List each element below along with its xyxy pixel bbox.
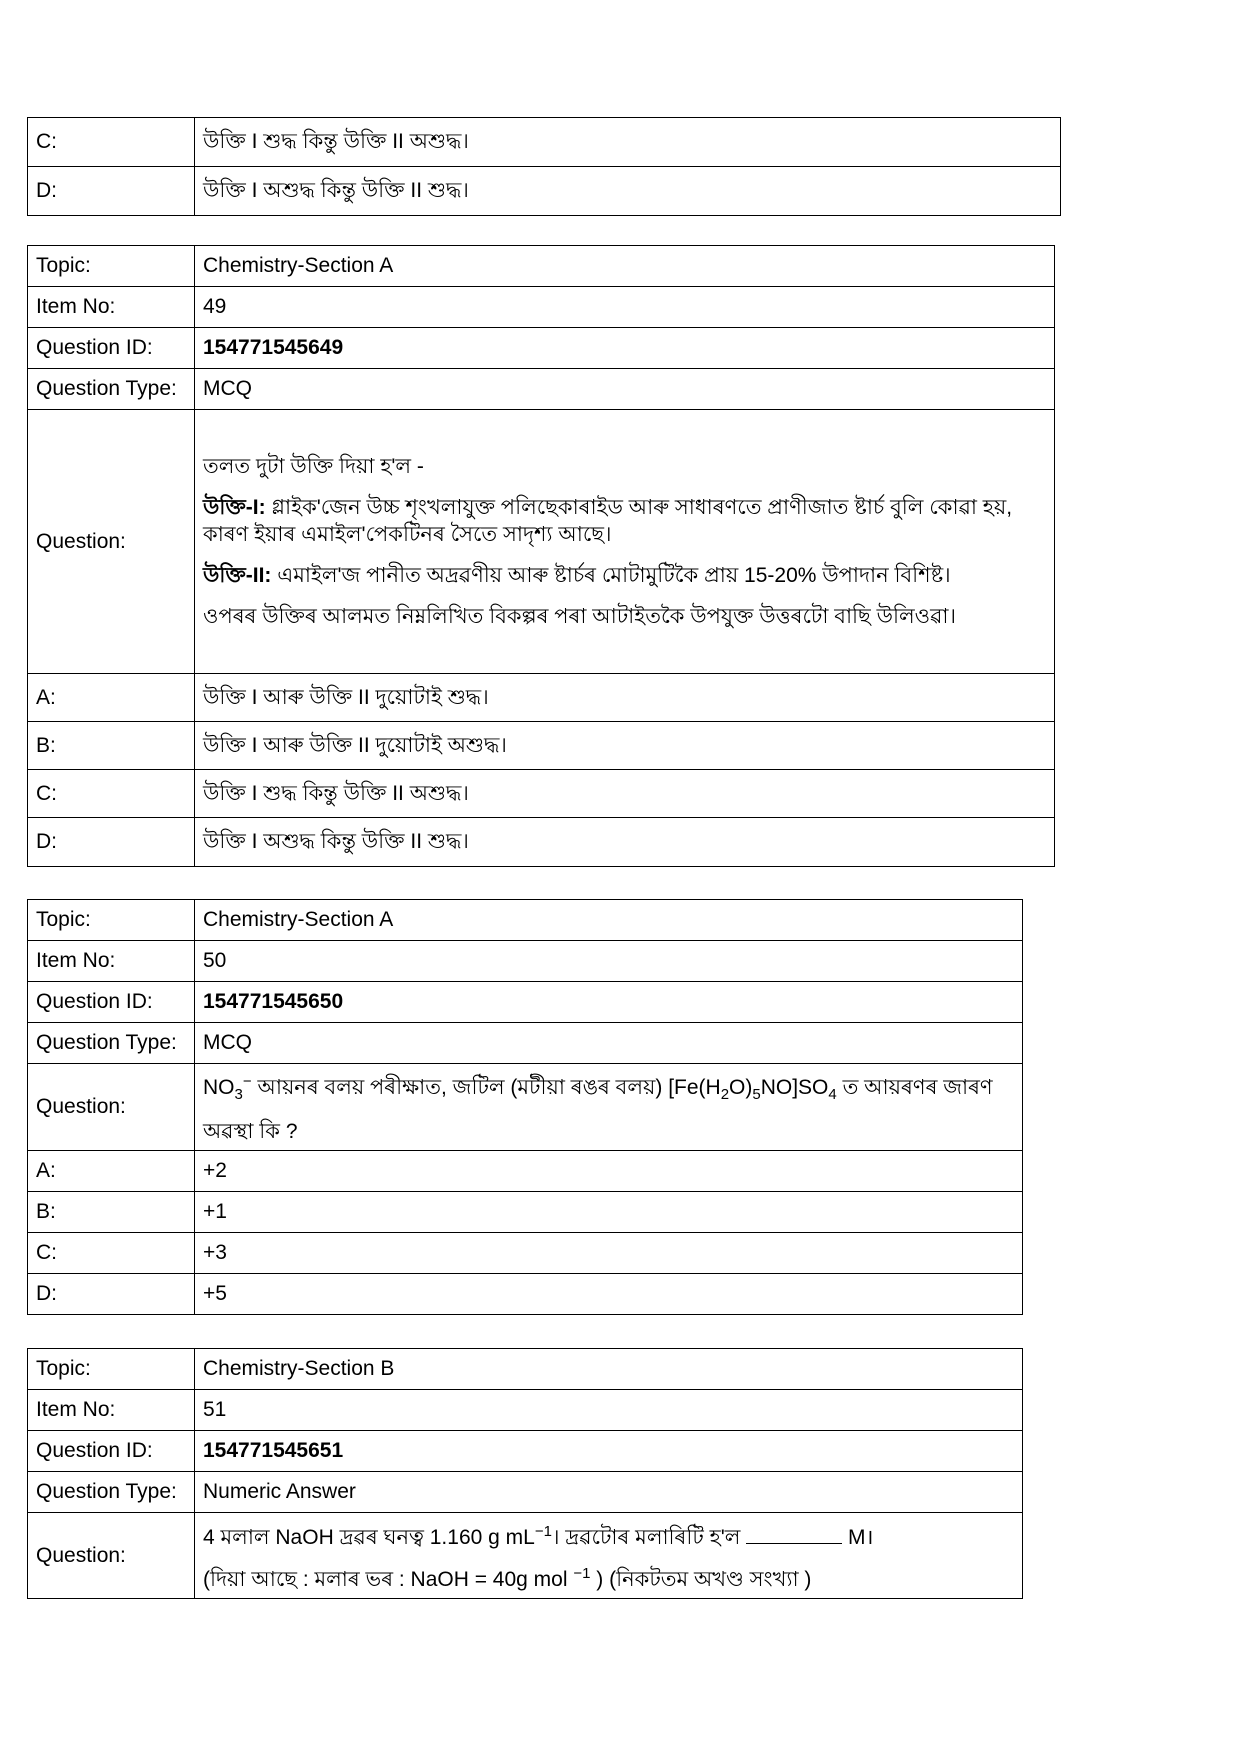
option-letter: B: xyxy=(28,722,195,770)
statement-2-text: এমাইল'জ পানীত অদ্ৰৱণীয় আৰু ষ্টাৰ্চৰ মোটামুটিকৈ প্ৰায় 15-20% উপাদান বিশিষ্ট। xyxy=(271,564,951,587)
option-letter: C: xyxy=(28,118,195,167)
question-type-value: Numeric Answer xyxy=(195,1472,1023,1513)
question-text: 4 মলাল NaOH দ্ৰৱৰ ঘনত্ব 1.160 g $mL^{-1}।$ দ্ৰৱটোৰ মলাৰিটি হ'ল M। (দিয়া আছে : মলাৰ ভৰ : NaOH = 40g mol $^{-1}$ ) (নিকটতম অখণ্ড সংখ্যা ) xyxy=(195,1513,1023,1599)
question-type-value: MCQ xyxy=(195,1023,1023,1064)
question-id-label: Question ID: xyxy=(28,1431,195,1472)
option-row-a xyxy=(28,674,1055,722)
option-letter: A: xyxy=(28,674,195,722)
topic-value: Chemistry-Section A xyxy=(195,900,1023,941)
item-no-row xyxy=(28,1390,1023,1431)
question-51-table xyxy=(27,1348,1023,1599)
question-type-label: Question Type: xyxy=(28,1472,195,1513)
option-row-b xyxy=(28,1192,1023,1233)
option-letter: A: xyxy=(28,1151,195,1192)
topic-row xyxy=(28,1349,1023,1390)
option-row-d xyxy=(28,167,1061,216)
option-letter: D: xyxy=(28,167,195,216)
statement-1 xyxy=(203,494,1046,548)
question-intro: তলত দুটা উক্তি দিয়া হ'ল - xyxy=(203,455,424,478)
option-row-b xyxy=(28,722,1055,770)
item-no-row xyxy=(28,287,1055,328)
option-text: +1 xyxy=(195,1192,1023,1233)
option-row-c xyxy=(28,770,1055,818)
option-letter: B: xyxy=(28,1192,195,1233)
question-id-value: 154771545651 xyxy=(195,1431,1023,1472)
topic-value: Chemistry-Section A xyxy=(195,246,1055,287)
question-id-row xyxy=(28,328,1055,369)
question-id-value: 154771545649 xyxy=(195,328,1055,369)
topic-label: Topic: xyxy=(28,900,195,941)
option-text: উক্তি I শুদ্ধ কিন্তু উক্তি II অশুদ্ধ। xyxy=(195,770,1055,818)
option-text: উক্তি I শুদ্ধ কিন্তু উক্তি II অশুদ্ধ। xyxy=(195,118,1061,167)
statement-2-label: উক্তি-II: xyxy=(203,564,272,587)
question-type-row xyxy=(28,1472,1023,1513)
question-label: Question: xyxy=(28,410,195,674)
question-row xyxy=(28,1513,1023,1599)
option-text: +3 xyxy=(195,1233,1023,1274)
option-letter: D: xyxy=(28,818,195,867)
option-text: উক্তি I অশুদ্ধ কিন্তু উক্তি II শুদ্ধ। xyxy=(195,818,1055,867)
option-row-d xyxy=(28,1274,1023,1315)
option-row-d xyxy=(28,818,1055,867)
option-letter: C: xyxy=(28,1233,195,1274)
option-row-c xyxy=(28,118,1061,167)
option-text: উক্তি I অশুদ্ধ কিন্তু উক্তি II শুদ্ধ। xyxy=(195,167,1061,216)
question-type-row xyxy=(28,1023,1023,1064)
option-text: উক্তি I আৰু উক্তি II দুয়োটাই শুদ্ধ। xyxy=(195,674,1055,722)
option-text: +5 xyxy=(195,1274,1023,1315)
option-letter: D: xyxy=(28,1274,195,1315)
item-no-value: 49 xyxy=(195,287,1055,328)
topic-label: Topic: xyxy=(28,1349,195,1390)
options-continuation-table xyxy=(27,117,1061,216)
question-type-row xyxy=(28,369,1055,410)
option-row-c xyxy=(28,1233,1023,1274)
answer-blank xyxy=(746,1523,842,1544)
topic-row xyxy=(28,900,1023,941)
question-row xyxy=(28,410,1055,674)
question-type-value: MCQ xyxy=(195,369,1055,410)
question-49-table xyxy=(27,245,1055,867)
question-type-label: Question Type: xyxy=(28,1023,195,1064)
topic-value: Chemistry-Section B xyxy=(195,1349,1023,1390)
item-no-label: Item No: xyxy=(28,287,195,328)
item-no-value: 50 xyxy=(195,941,1023,982)
question-50-table xyxy=(27,899,1023,1315)
question-instruction: ওপৰৰ উক্তিৰ আলমত নিম্নলিখিত বিকল্পৰ পৰা আটাইতকৈ উপযুক্ত উত্তৰটো বাছি উলিওৱা। xyxy=(203,605,956,628)
item-no-label: Item No: xyxy=(28,1390,195,1431)
item-no-row xyxy=(28,941,1023,982)
question-row xyxy=(28,1064,1023,1151)
question-label: Question: xyxy=(28,1513,195,1599)
option-text: উক্তি I আৰু উক্তি II দুয়োটাই অশুদ্ধ। xyxy=(195,722,1055,770)
topic-label: Topic: xyxy=(28,246,195,287)
question-id-label: Question ID: xyxy=(28,328,195,369)
question-id-row xyxy=(28,982,1023,1023)
question-id-row xyxy=(28,1431,1023,1472)
statement-1-label: উক্তি-I: xyxy=(203,496,266,519)
item-no-label: Item No: xyxy=(28,941,195,982)
question-label: Question: xyxy=(28,1064,195,1151)
item-no-value: 51 xyxy=(195,1390,1023,1431)
statement-2 xyxy=(203,562,1046,589)
question-text: $NO_3^-$ আয়নৰ বলয় পৰীক্ষাত, জটিল (মটীয়া ৰঙৰ বলয়) $[Fe(H_2O)_5NO]SO_4$ ত আয়ৰণৰ জাৰণ অৱস্থা কি ? xyxy=(195,1064,1023,1151)
option-letter: C: xyxy=(28,770,195,818)
option-text: +2 xyxy=(195,1151,1023,1192)
question-id-value: 154771545650 xyxy=(195,982,1023,1023)
option-row-a xyxy=(28,1151,1023,1192)
question-type-label: Question Type: xyxy=(28,369,195,410)
question-id-label: Question ID: xyxy=(28,982,195,1023)
question-text xyxy=(195,410,1055,674)
statement-1-text: গ্লাইক'জেন উচ্চ শৃংখলাযুক্ত পলিছেকাৰাইড আৰু সাধাৰণতে প্ৰাণীজাত ষ্টাৰ্চ বুলি কোৱা হয়, কাৰণ ইয়াৰ এমাইল'পেকটিনৰ সৈতে সাদৃশ্য আছে। xyxy=(203,496,1013,546)
topic-row xyxy=(28,246,1055,287)
